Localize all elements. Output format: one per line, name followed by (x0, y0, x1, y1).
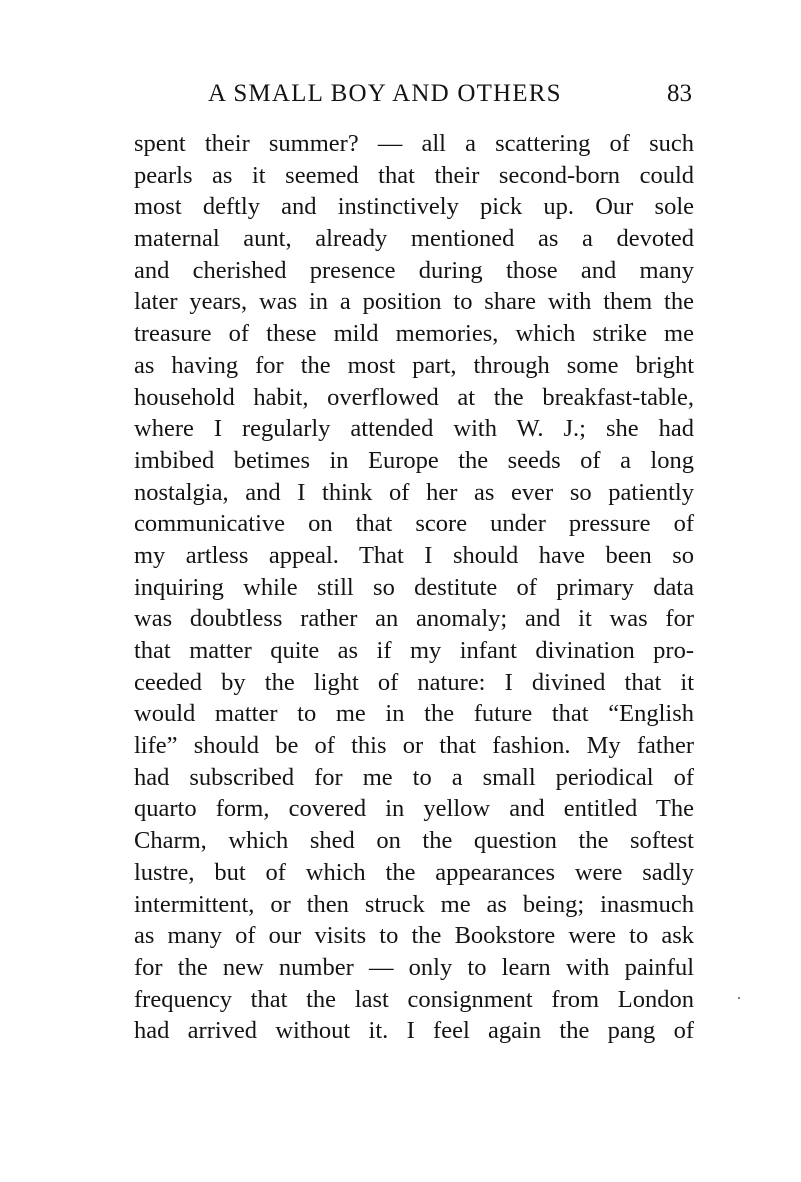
text-line: and cherished presence during those and many (134, 256, 694, 284)
text-line: imbibed betimes in Europe the seeds of a long (134, 446, 694, 474)
text-line: was doubtless rather an anomaly; and it was for (134, 605, 694, 633)
running-title: A SMALL BOY AND OTHERS (208, 80, 562, 107)
text-line: later years, was in a position to share with them the (134, 288, 694, 316)
text-line: nostalgia, and I think of her as ever so patiently (134, 478, 694, 506)
text-line: communicative on that score under pressure of (134, 510, 694, 538)
text-line: treasure of these mild memories, which strike me (134, 320, 694, 348)
text-line: quarto form, covered in yellow and entitled The (134, 795, 694, 823)
running-header (134, 80, 694, 114)
text-line: maternal aunt, already mentioned as a devoted (134, 225, 694, 253)
text-line: life” should be of this or that fashion. My father (134, 732, 694, 760)
text-line: household habit, overflowed at the breakfast-table, (134, 383, 694, 411)
text-line: Charm, which shed on the question the softest (134, 827, 694, 855)
text-line: spent their summer? — all a scattering of such (134, 130, 694, 157)
body-text (134, 128, 694, 1047)
page-number: 83 (667, 80, 692, 107)
text-line: where I regularly attended with W. J.; she had (134, 415, 694, 443)
text-line: lustre, but of which the appearances were sadly (134, 858, 694, 886)
text-line: would matter to me in the future that “English (134, 700, 694, 728)
text-line: as many of our visits to the Bookstore were to ask (134, 922, 694, 950)
text-line: pearls as it seemed that their second-born could (134, 161, 694, 189)
text-line: frequency that the last consignment from London (134, 985, 694, 1013)
text-line: inquiring while still so destitute of primary data (134, 573, 694, 601)
text-line: as having for the most part, through some bright (134, 351, 694, 379)
text-line: had subscribed for me to a small periodical of (134, 763, 694, 791)
text-line: for the new number — only to learn with painful (134, 953, 694, 981)
text-line: ceeded by the light of nature: I divined that it (134, 668, 694, 696)
scan-speck (738, 997, 740, 999)
text-line: that matter quite as if my infant divination pro- (134, 637, 694, 664)
text-line: had arrived without it. I feel again the pang of (134, 1017, 694, 1045)
text-line: most deftly and instinctively pick up. Our sole (134, 193, 694, 221)
text-line: my artless appeal. That I should have been so (134, 541, 694, 569)
text-line: intermittent, or then struck me as being; inasmuch (134, 890, 694, 918)
